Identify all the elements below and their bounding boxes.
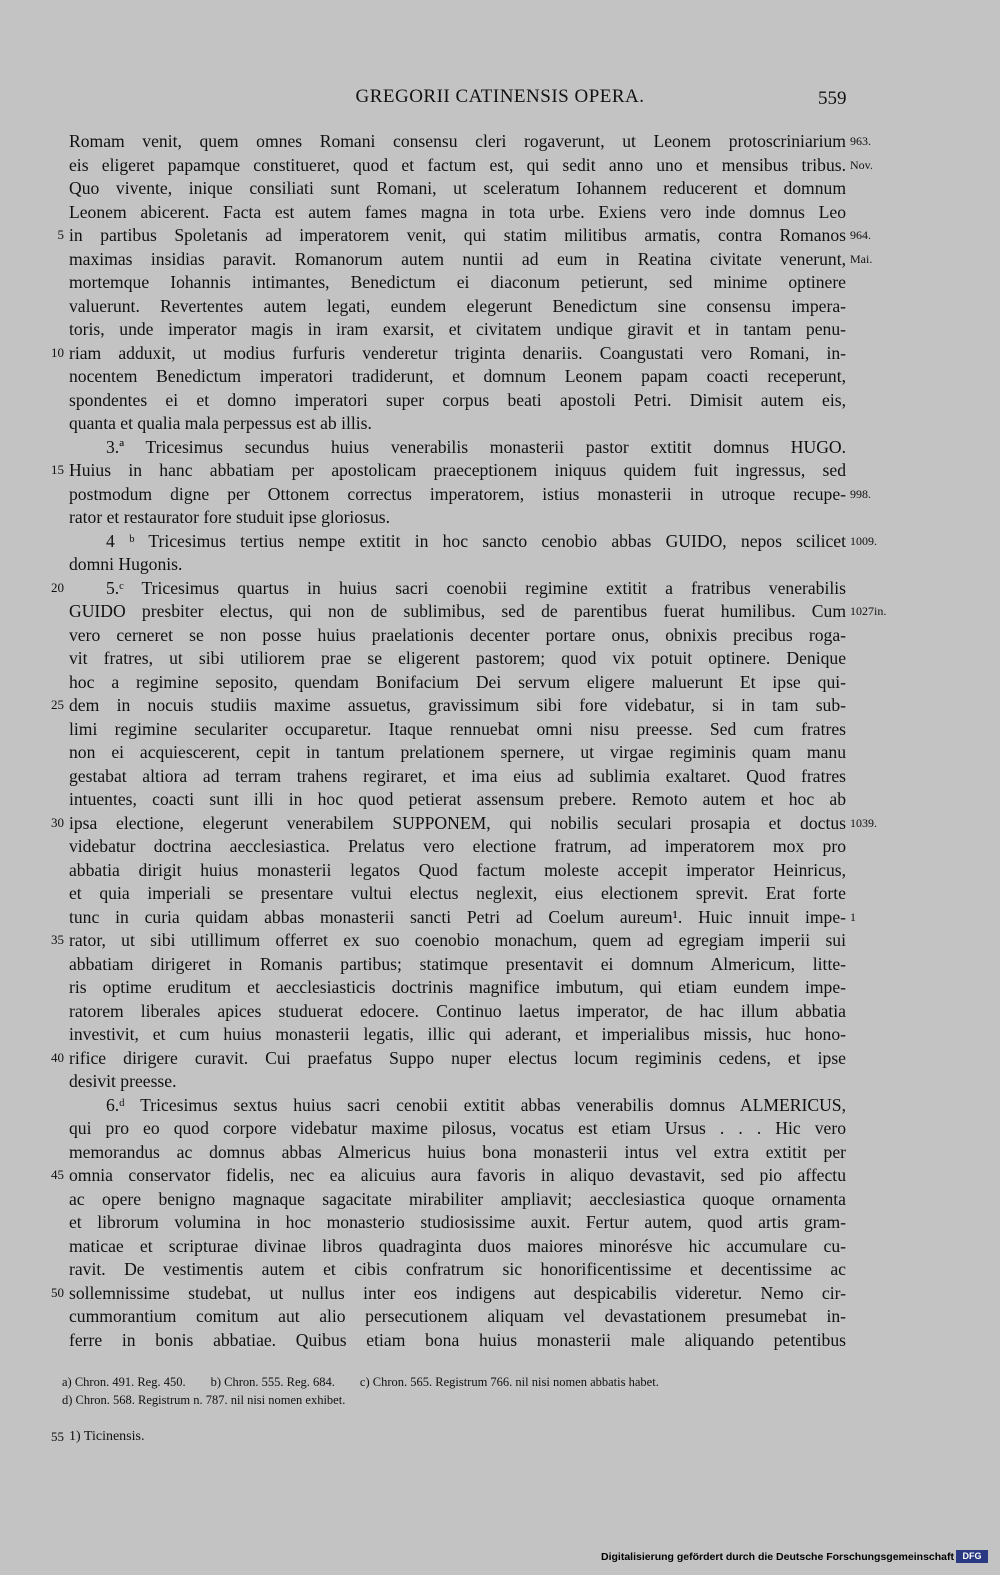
- text-line: valuerunt. Revertentes autem legati, eundem elegerunt Benedictum sine consensu impera-: [69, 295, 846, 316]
- text-line: non ei acquiescerent, cepit in tantum prelationem spernere, ut virgae regiminis quam manu: [69, 742, 846, 762]
- footnote-refs-2: d) Chron. 568. Registrum n. 787. nil nisi nomen exhibet.: [62, 1393, 346, 1407]
- text-line: 3.ª Tricesimus secundus huius venerabilis monasterii pastor extitit domnus HUGO.: [106, 436, 846, 457]
- text-line: limi regimine seculariter occuparetur. Itaque rennuebat omni nisu preesse. Sed cum fratres: [69, 718, 846, 739]
- footnote-refs-1: a) Chron. 491. Reg. 450. b) Chron. 555. Reg. 684. c) Chron. 565. Registrum 766. nil nisi nomen abbatis habet.: [62, 1375, 659, 1389]
- text-line: ac opere benigno magnaque sagacitate mirabiliter ampliavit; aecclesiastica quoque ornamenta: [69, 1188, 846, 1209]
- text-line: spondentes ei et domno imperatori super corpus beati apostoli Petri. Dimisit autem eis,: [69, 389, 846, 410]
- text-line: abbatia dirigit huius monasterii legatos Quod factum moleste accepit imperator Heinricus,: [69, 859, 846, 880]
- text-line: videbatur doctrina aecclesiastica. Prelatus vero electione fratrum, ad imperatorem mox pro: [69, 836, 846, 856]
- footer-credit: Digitalisierung gefördert durch die Deutsche Forschungsgemeinschaft: [601, 1551, 954, 1563]
- text-line: dem in nocuis studiis maxime assuetus, gravissimum sibi fore videbatur, si in tam sub-: [69, 695, 846, 715]
- line-number: 35: [51, 932, 64, 947]
- line-number: 45: [51, 1167, 64, 1182]
- line-number: 55: [51, 1429, 64, 1444]
- text-line: ratorem liberales apices studuerat edocere. Continuo laetus imperator, de hac illum abbatia: [69, 1000, 846, 1021]
- text-line: eis eligeret papamque constitueret, quod et factum est, qui sedit anno uno et mensibus tribus.: [69, 154, 846, 175]
- line-number: 40: [51, 1049, 64, 1065]
- text-line: et quia imperiali se presentare vultui electus neglexit, eius electionem sprevit. Erat forte: [69, 883, 846, 903]
- text-line: maximas insidias paravit. Romanorum autem nuntii ad eum in Reatina civitate venerunt,: [69, 248, 846, 269]
- text-line: rator, ut sibi utillimum offerret ex suo coenobio monachum, quem ad egregiam imperii sui: [69, 930, 846, 950]
- text-line: quanta et qualia mala perpessus est ab illis.: [69, 413, 372, 433]
- margin-date: 1039.: [850, 815, 877, 830]
- text-line: Romam venit, quem omnes Romani consensu cleri rogaverunt, ut Leonem protoscriniarium: [69, 131, 846, 151]
- line-number: 10: [51, 344, 64, 360]
- text-line: Leonem abicerent. Facta est autem fames magna in tota urbe. Exiens vero inde domnus Leo: [69, 201, 846, 222]
- text-line: riam adduxit, ut modius furfuris venderetur triginta denariis. Coangustati vero Romani, in-: [69, 342, 846, 363]
- text-line: sollemnissime studebat, ut nullus inter eos indigens aut despicabilis videretur. Nemo cir-: [69, 1282, 846, 1303]
- text-line: rifice dirigere curavit. Cui praefatus Suppo nuper electus locum regiminis cedens, et ipse: [69, 1047, 846, 1068]
- text-line: Huius in hanc abbatiam per apostolicam praeceptionem iniquus quidem fuit ingressus, sed: [69, 460, 846, 480]
- text-line: toris, unde imperator magis in iram exarsit, et civitatem undique giravit et in tantam penu-: [69, 319, 846, 339]
- line-number: 5: [57, 227, 64, 242]
- page-title: GREGORII CATINENSIS OPERA.: [355, 86, 645, 107]
- text-line: qui pro eo quod corpore videbatur maxime pilosus, vocatus est etiam Ursus . . . Hic vero: [69, 1118, 846, 1138]
- text-line: Quo vivente, inique consiliati sunt Romani, ut sceleratum Iohannem reducerent et domnum: [69, 178, 846, 198]
- margin-date: 964.: [850, 228, 871, 242]
- text-line: investivit, et cum huius monasterii legatis, illic qui aderant, et imperialibus missis, huc hono-: [69, 1024, 846, 1044]
- text-line: tunc in curia quidam abbas monasterii sancti Petri ad Coelum aureum¹. Huic innuit impe-: [69, 906, 846, 927]
- margin-date: 963.: [850, 134, 871, 148]
- text-line: desivit preesse.: [69, 1071, 177, 1091]
- text-line: 5.ᶜ Tricesimus quartus in huius sacri coenobii regimine extitit a fratribus venerabilis: [106, 577, 846, 598]
- text-line: abbatiam dirigeret in Romanis partibus; statimque presentavit ei domnum Almericum, litte-: [69, 953, 846, 974]
- text-line: ferre in bonis abbatiae. Quibus etiam bona huius monasterii male aliquando petentibus: [69, 1329, 846, 1350]
- margin-date: 1: [850, 909, 856, 924]
- text-line: memorandus ac domnus abbas Almericus huius bona monasterii intus vel extra extitit per: [69, 1141, 846, 1162]
- text-line: et librorum volumina in hoc monasterio studiosissime auxit. Fertur autem, quod artis gram-: [69, 1212, 846, 1232]
- footnote-note: 1) Ticinensis.: [69, 1429, 145, 1444]
- text-line: hoc a regimine seposito, quendam Bonifacium Dei servum eligere maluerunt Et ipse qui-: [69, 671, 846, 692]
- line-number: 20: [51, 579, 64, 595]
- text-line: ris optime eruditum et aecclesiasticis doctrinis magnifice imbutum, qui etiam eundem impe-: [69, 977, 846, 997]
- text-line: rator et restaurator fore studuit ipse gloriosus.: [69, 507, 391, 527]
- text-line: 6.ᵈ Tricesimus sextus huius sacri cenobii extitit abbas venerabilis domnus ALMERICUS,: [106, 1094, 846, 1115]
- text-line: vit fratres, ut sibi utiliorem prae se eligerent pastorem; quod vix potuit optinere. Denique: [69, 648, 846, 668]
- text-line: postmodum digne per Ottonem correctus imperatorem, istius monasterii in utroque recupe-: [69, 483, 846, 504]
- text-line: intuentes, coacti sunt illi in hoc quod petierat assensum prebere. Remoto autem et hoc ab: [69, 789, 846, 809]
- text-line: nocentem Benedictum imperatori tradiderunt, et domnum Leonem papam coacti receperunt,: [69, 366, 846, 386]
- line-number: 15: [51, 462, 64, 477]
- text-line: domni Hugonis.: [69, 554, 183, 574]
- margin-date: 998.: [850, 486, 871, 501]
- text-line: ipsa electione, elegerunt venerabilem SUPPONEM, qui nobilis seculari prosapia et doctus: [69, 812, 846, 833]
- margin-date: 1009.: [850, 533, 877, 548]
- margin-date: 1027in.: [850, 604, 887, 618]
- text-line: in partibus Spoletanis ad imperatorem venit, qui statim militibus armatis, contra Romanos: [69, 225, 846, 245]
- text-line: mortemque Iohannis intimantes, Benedictum ei diaconum petierunt, sed minime optinere: [69, 272, 846, 292]
- line-number: 30: [51, 814, 64, 830]
- margin-date: Nov.: [850, 157, 873, 172]
- text-line: omnia conservator fidelis, nec ea alicuius aura favoris in aliquo devastavit, sed pio affectu: [69, 1165, 846, 1185]
- text-line: GUIDO presbiter electus, qui non de sublimibus, sed de parentibus fuerat humilibus. Cum: [69, 601, 846, 621]
- margin-date: Mai.: [850, 251, 873, 266]
- text-line: ravit. De vestimentis autem et cibis confratrum sic honorificentissime et decentissime ac: [69, 1259, 846, 1279]
- line-number: 25: [51, 697, 64, 712]
- page-number: 559: [818, 88, 847, 109]
- text-line: 4 ᵇ Tricesimus tertius nempe extitit in hoc sancto cenobio abbas GUIDO, nepos scilicet: [106, 530, 846, 551]
- text-line: vero cerneret se non posse huius praelationis decenter portare onus, obnixis precibus roga-: [69, 624, 846, 645]
- text-line: gestabat altiora ad terram trahens regiraret, et ima eius ad sublimia exaltaret. Quod fratres: [69, 765, 846, 786]
- text-line: cummorantium comitum aut alio persecutionem aliquam vel devastationem presumebat in-: [69, 1306, 846, 1326]
- dfg-logo: DFG: [956, 1550, 988, 1563]
- line-number: 50: [51, 1284, 64, 1300]
- text-line: maticae et scripturae divinae libros quadraginta duos maiores minorésve hic accumulare cu-: [69, 1235, 846, 1256]
